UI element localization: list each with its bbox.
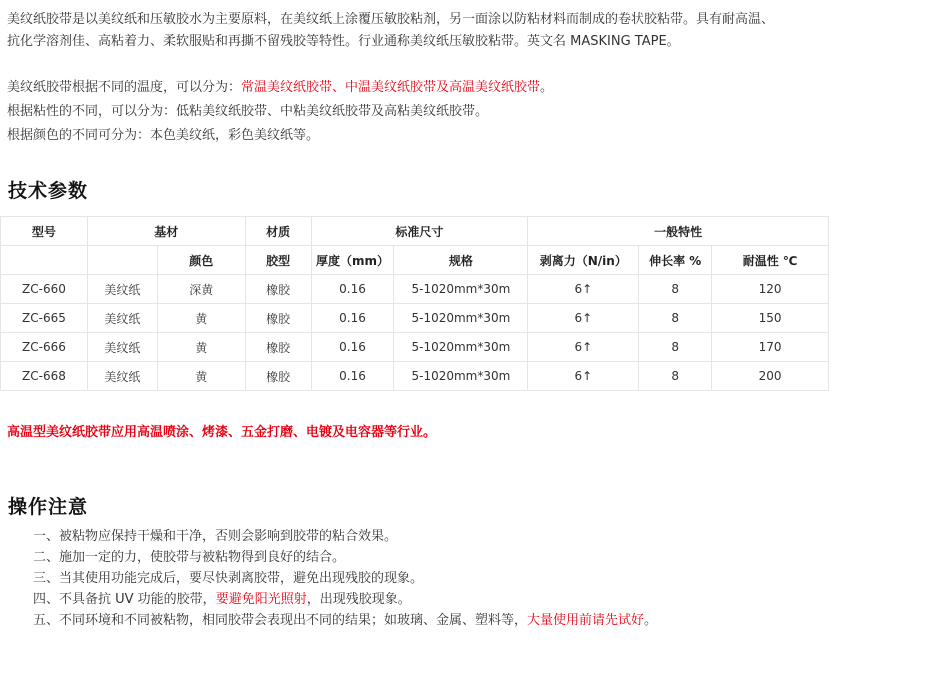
table-row	[1, 304, 829, 333]
header-cell: 伸长率 %	[639, 246, 712, 275]
intro-line-1: 美纹纸胶带是以美纹纸和压敏胶水为主要原料，在美纹纸上涂覆压敏胶粘剂，另一面涂以防粘材料而制成的卷状胶粘带。具有耐高温、	[7, 12, 775, 27]
table-cell: 0.16	[311, 333, 394, 362]
table-cell: 5-1020mm*30m	[394, 275, 528, 304]
table-cell: 橡胶	[245, 275, 311, 304]
table-cell: 黄	[157, 304, 245, 333]
temp-suffix: 。	[540, 80, 554, 95]
table-cell: 美纹纸	[87, 362, 157, 391]
table-cell: 0.16	[311, 362, 394, 391]
intro-line-2: 抗化学溶剂佳、高粘着力、柔软服贴和再撕不留残胶等特性。行业通称美纹纸压敏胶粘带。英文名 MASKING TAPE。	[7, 34, 680, 49]
table-cell: ZC-665	[1, 304, 88, 333]
table-cell: 橡胶	[245, 304, 311, 333]
operation-note-3: 三、当其使用功能完成后，要尽快剥离胶带，避免出现残胶的现象。	[33, 571, 424, 586]
table-cell: 120	[712, 275, 829, 304]
table-cell: 6↑	[528, 275, 639, 304]
operation-note-1: 一、被粘物应保持干燥和干净，否则会影响到胶带的粘合效果。	[33, 529, 398, 544]
table-cell: 0.16	[311, 304, 394, 333]
header-cell: 材质	[245, 217, 311, 246]
header-cell: 型号	[1, 217, 88, 246]
header-cell	[1, 246, 88, 275]
table-cell: 5-1020mm*30m	[394, 333, 528, 362]
classify-by-tack: 根据粘性的不同，可以分为：低粘美纹纸胶带、中粘美纹纸胶带及高粘美纹纸胶带。	[7, 104, 489, 119]
classify-by-temperature	[7, 77, 553, 98]
table-cell: 橡胶	[245, 362, 311, 391]
spec-header-row-1	[1, 217, 829, 246]
header-cell: 剥离力（N/in）	[528, 246, 639, 275]
header-cell: 厚度（mm）	[311, 246, 394, 275]
table-cell: 美纹纸	[87, 304, 157, 333]
header-cell: 标准尺寸	[311, 217, 528, 246]
tech-params-title: 技术参数	[8, 180, 89, 202]
header-cell: 颜色	[157, 246, 245, 275]
table-cell: 200	[712, 362, 829, 391]
table-cell: 8	[639, 362, 712, 391]
operation-note-5	[33, 610, 657, 631]
table-cell: 黄	[157, 362, 245, 391]
header-cell: 规格	[394, 246, 528, 275]
header-cell: 胶型	[245, 246, 311, 275]
table-row	[1, 275, 829, 304]
operation-title: 操作注意	[8, 496, 89, 518]
table-cell: 6↑	[528, 362, 639, 391]
table-cell: 0.16	[311, 275, 394, 304]
temp-prefix: 美纹纸胶带根据不同的温度，可以分为：	[7, 80, 242, 95]
table-row	[1, 362, 829, 391]
table-cell: ZC-666	[1, 333, 88, 362]
spec-header-row-2	[1, 246, 829, 275]
table-cell: 150	[712, 304, 829, 333]
table-cell: 橡胶	[245, 333, 311, 362]
header-cell	[87, 246, 157, 275]
operation-note-4	[33, 589, 411, 610]
note-4-text: 四、不具备抗 UV 功能的胶带，	[33, 592, 216, 607]
table-cell: ZC-668	[1, 362, 88, 391]
table-cell: 美纹纸	[87, 333, 157, 362]
table-cell: 5-1020mm*30m	[394, 362, 528, 391]
note-5-highlight: 大量使用前请先试好	[527, 613, 645, 628]
classify-by-color: 根据颜色的不同可分为：本色美纹纸，彩色美纹纸等。	[7, 128, 320, 143]
note-5-text: 五、不同环境和不同被粘物，相同胶带会表现出不同的结果；如玻璃、金属、塑料等，	[33, 613, 528, 628]
table-cell: ZC-660	[1, 275, 88, 304]
note-4-text-end: ，出现残胶现象。	[306, 592, 411, 607]
table-cell: 6↑	[528, 304, 639, 333]
operation-note-2: 二、施加一定的力，使胶带与被粘物得到良好的结合。	[33, 550, 346, 565]
table-cell: 5-1020mm*30m	[394, 304, 528, 333]
table-cell: 8	[639, 275, 712, 304]
note-5-text-end: 。	[644, 613, 658, 628]
table-cell: 8	[639, 333, 712, 362]
table-cell: 黄	[157, 333, 245, 362]
header-cell: 一般特性	[528, 217, 829, 246]
table-cell: 深黄	[157, 275, 245, 304]
spec-table	[0, 216, 829, 391]
table-row	[1, 333, 829, 362]
header-cell: 耐温性 ℃	[712, 246, 829, 275]
temp-types-highlight: 常温美纹纸胶带、中温美纹纸胶带及高温美纹纸胶带	[241, 80, 541, 95]
table-cell: 美纹纸	[87, 275, 157, 304]
note-4-highlight: 要避免阳光照射	[215, 592, 307, 607]
application-note: 高温型美纹纸胶带应用高温喷涂、烤漆、五金打磨、电镀及电容器等行业。	[7, 425, 437, 440]
table-cell: 8	[639, 304, 712, 333]
table-cell: 170	[712, 333, 829, 362]
header-cell: 基材	[87, 217, 245, 246]
table-cell: 6↑	[528, 333, 639, 362]
